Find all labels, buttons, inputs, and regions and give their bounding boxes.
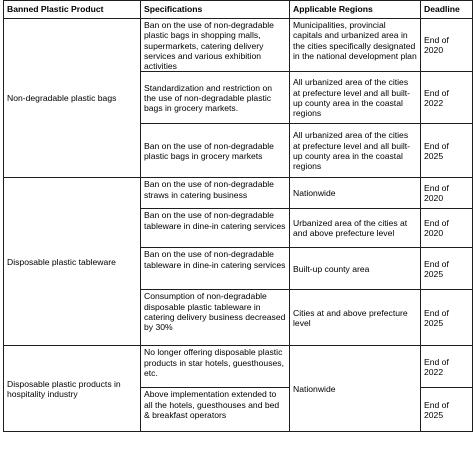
header-regions: Applicable Regions (290, 1, 421, 19)
deadline-cell: End of 2020 (421, 19, 473, 72)
product-cell: Disposable plastic products in hospitality industry (4, 346, 141, 432)
region-cell: Municipalities, provincial capitals and urbanized area in the cities specifically designated in the national development plan (290, 19, 421, 72)
deadline-cell: End of 2025 (421, 124, 473, 178)
specification-cell: Ban on the use of non-degradable plastic bags in shopping malls, supermarkets, catering delivery services and various exhibition activities (141, 19, 290, 72)
specification-cell: Standardization and restriction on the use of non-degradable plastic bags in grocery markets. (141, 72, 290, 124)
product-cell: Non-degradable plastic bags (4, 19, 141, 178)
region-cell: All urbanized area of the cities at prefecture level and all built-up county area in the coastal regions (290, 72, 421, 124)
region-cell: Built-up county area (290, 248, 421, 290)
deadline-cell: End of 2022 (421, 346, 473, 388)
table-row (4, 346, 473, 388)
deadline-cell: End of 2020 (421, 209, 473, 248)
deadline-cell: End of 2022 (421, 72, 473, 124)
deadline-cell: End of 2025 (421, 248, 473, 290)
specification-cell: Consumption of non-degradable disposable plastic tableware in catering delivery business decreased by 30% (141, 290, 290, 346)
specification-cell: Ban on the use of non-degradable tableware in dine-in catering services (141, 209, 290, 248)
table-row (4, 19, 473, 72)
region-cell: Urbanized area of the cities at and above prefecture level (290, 209, 421, 248)
specification-cell: No longer offering disposable plastic products in star hotels, guesthouses, etc. (141, 346, 290, 388)
region-cell: Nationwide (290, 346, 421, 432)
specification-cell: Ban on the use of non-degradable straws in catering business (141, 178, 290, 209)
header-deadline: Deadline (421, 1, 473, 19)
header-product: Banned Plastic Product (4, 1, 141, 19)
header-specifications: Specifications (141, 1, 290, 19)
table-header-row (4, 1, 473, 19)
deadline-cell: End of 2025 (421, 388, 473, 432)
specification-cell: Ban on the use of non-degradable tableware in dine-in catering services (141, 248, 290, 290)
specification-cell: Ban on the use of non-degradable plastic bags in grocery markets (141, 124, 290, 178)
specification-cell: Above implementation extended to all the hotels, guesthouses and bed & breakfast operators (141, 388, 290, 432)
region-cell: Nationwide (290, 178, 421, 209)
deadline-cell: End of 2025 (421, 290, 473, 346)
deadline-cell: End of 2020 (421, 178, 473, 209)
product-cell: Disposable plastic tableware (4, 178, 141, 346)
region-cell: All urbanized area of the cities at prefecture level and all built-up county area in the coastal regions (290, 124, 421, 178)
region-cell: Cities at and above prefecture level (290, 290, 421, 346)
plastic-ban-table (3, 0, 473, 432)
table-row (4, 178, 473, 209)
